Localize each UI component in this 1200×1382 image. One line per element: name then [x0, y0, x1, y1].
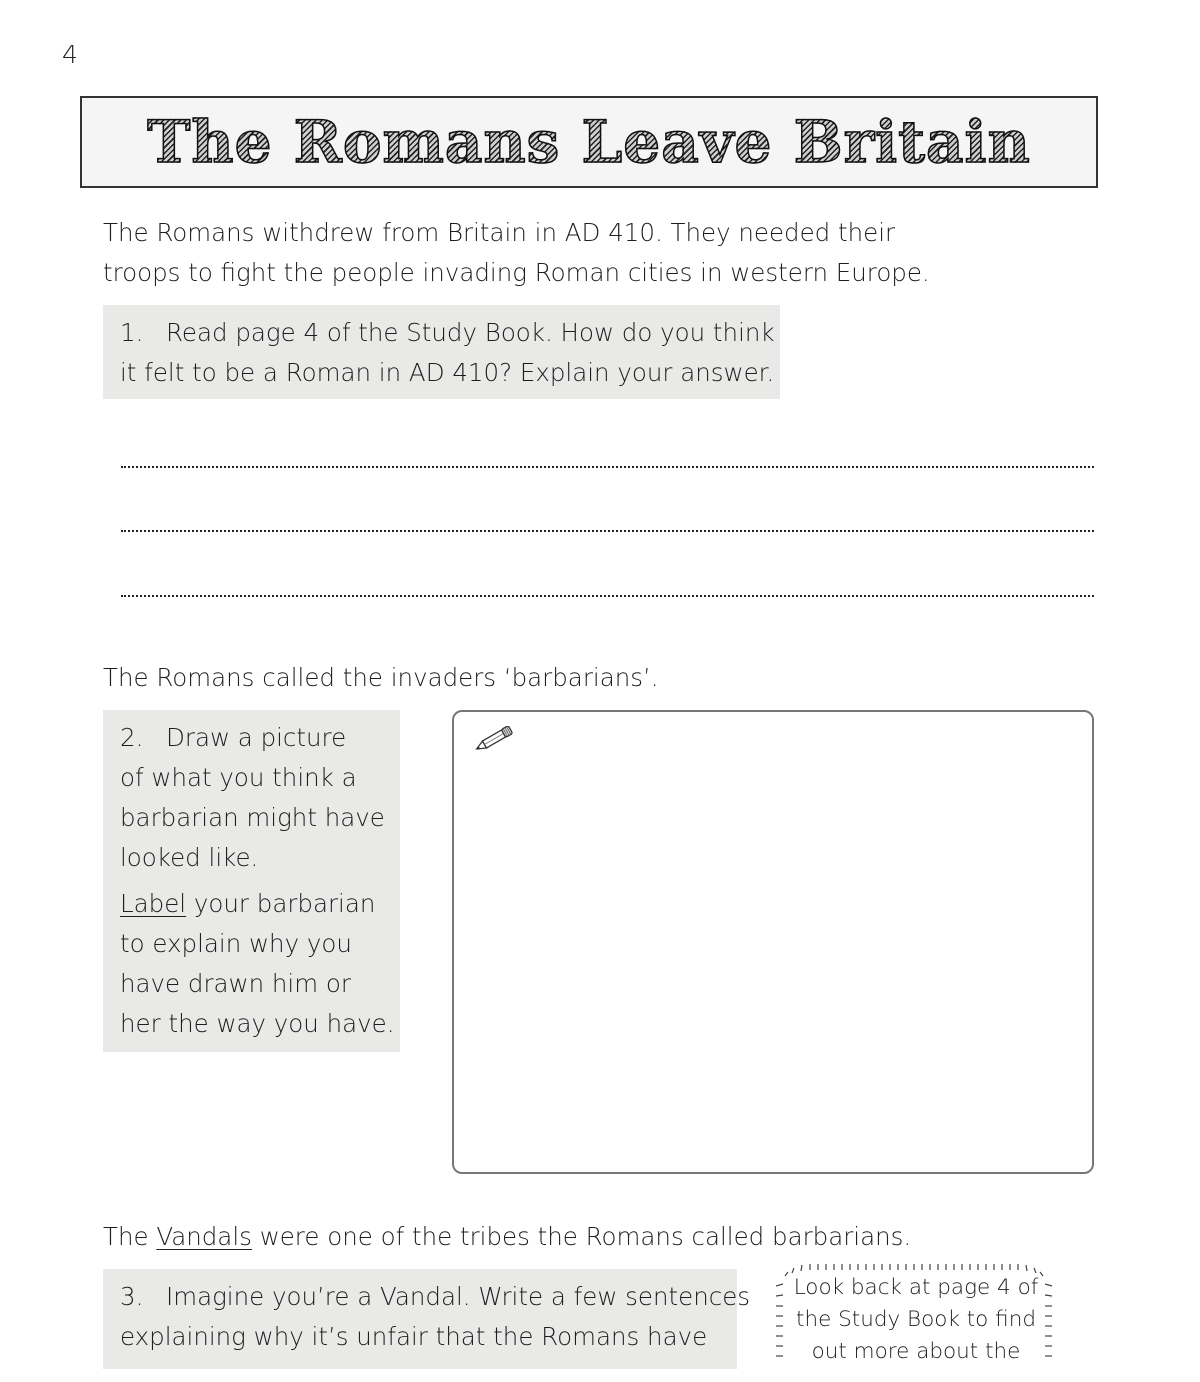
vandals-keyword: Vandals: [156, 1222, 252, 1251]
page-title: The Romans Leave Britain: [147, 108, 1031, 176]
question-1-box: [103, 305, 780, 399]
tip-line: the Study Book to find: [796, 1307, 1036, 1332]
question-2-text: to explain why you: [120, 929, 352, 958]
tip-line: Look back at page 4 of: [793, 1275, 1039, 1300]
tip-callout: [776, 1262, 1056, 1382]
label-keyword: Label: [120, 889, 187, 918]
vandals-prefix: The: [103, 1222, 157, 1251]
question-2-text: of what you think a: [120, 763, 357, 792]
answer-line-1[interactable]: [121, 466, 1094, 468]
question-3-text: explaining why it’s unfair that the Romans have: [120, 1322, 708, 1351]
question-2-box: [103, 710, 400, 1052]
question-1-text: Read page 4 of the Study Book. How do you think: [166, 318, 775, 347]
question-3-text: Imagine you’re a Vandal. Write a few sentences: [166, 1282, 751, 1311]
question-2-text: have drawn him or: [120, 969, 351, 998]
pencil-icon: [470, 726, 518, 756]
tip-line: out more about the: [811, 1339, 1021, 1364]
question-2-text: Draw a picture: [166, 723, 347, 752]
question-3-line: [120, 1277, 751, 1317]
question-2-text: her the way you have.: [120, 1009, 395, 1038]
question-1-line: [120, 313, 780, 353]
drawing-area[interactable]: [452, 710, 1094, 1174]
question-number: 1.: [120, 318, 144, 347]
intro-line: troops to fight the people invading Roman cities in western Europe.: [103, 258, 930, 287]
answer-line-2[interactable]: [121, 530, 1094, 532]
question-2-text: your barbarian: [186, 889, 376, 918]
question-2-text: looked like.: [120, 843, 259, 872]
question-number: 3.: [120, 1282, 144, 1311]
tip-text: [776, 1272, 1056, 1368]
barbarians-intro: The Romans called the invaders ‘barbarians’.: [103, 663, 659, 692]
question-3-box: [103, 1269, 751, 1369]
question-2-line: [120, 718, 400, 758]
title-banner: [80, 96, 1098, 188]
intro-line: The Romans withdrew from Britain in AD 410. They needed their: [103, 218, 896, 247]
intro-paragraph: [103, 213, 930, 293]
question-2-label-line: [120, 884, 400, 924]
question-1-text: it felt to be a Roman in AD 410? Explain your answer.: [120, 358, 775, 387]
answer-line-3[interactable]: [121, 595, 1094, 597]
page-number: 4: [62, 40, 78, 69]
question-number: 2.: [120, 723, 144, 752]
vandals-suffix: were one of the tribes the Romans called barbarians.: [251, 1222, 912, 1251]
vandals-intro: [103, 1217, 911, 1257]
question-2-text: barbarian might have: [120, 803, 385, 832]
